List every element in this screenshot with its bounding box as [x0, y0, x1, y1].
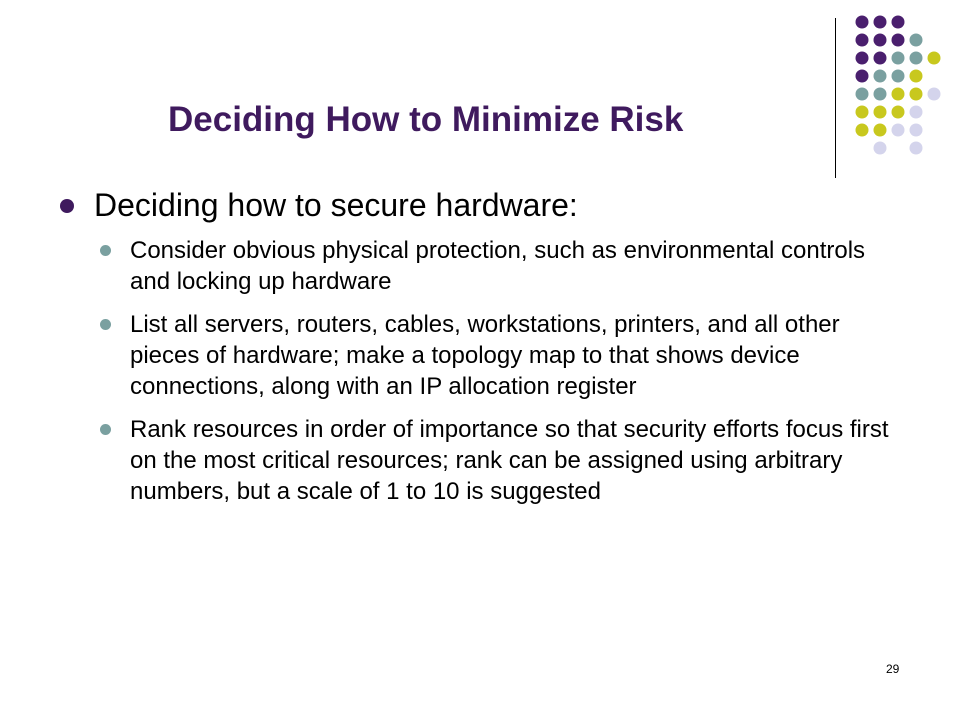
sub-bullet-item	[98, 235, 900, 297]
decorative-dot	[910, 88, 923, 101]
decorative-dot	[892, 34, 905, 47]
decorative-dot	[874, 124, 887, 137]
decorative-dot	[928, 52, 941, 65]
sub-bullet-text: List all servers, routers, cables, workstations, printers, and all other pieces of hardware; make a topology map to that shows device connections, along with an IP allocation register	[130, 311, 840, 400]
decorative-dot	[892, 70, 905, 83]
decorative-dot	[910, 34, 923, 47]
decorative-dot	[910, 52, 923, 65]
main-bullet-text: Deciding how to secure hardware:	[94, 187, 578, 223]
sub-bullet-list	[60, 235, 920, 507]
decorative-dot	[874, 88, 887, 101]
page-number: 29	[886, 662, 900, 676]
decorative-dot	[856, 124, 869, 137]
decorative-dot	[928, 88, 941, 101]
sub-bullet-text: Consider obvious physical protection, such as environmental controls and locking up hardware	[130, 237, 866, 295]
decorative-dot	[856, 34, 869, 47]
decorative-dot	[910, 142, 923, 155]
decorative-dot	[874, 70, 887, 83]
sub-bullet-item	[98, 414, 900, 507]
sub-bullet-text: Rank resources in order of importance so that security efforts focus first on the most critical resources; rank can be assigned using arbitrary numbers, but a scale of 1 to 10 is suggested	[130, 416, 889, 505]
decorative-dot	[892, 124, 905, 137]
decorative-dot	[856, 52, 869, 65]
slide-title: Deciding How to Minimize Risk	[168, 100, 684, 139]
decorative-dot	[856, 16, 869, 29]
decorative-dot	[856, 70, 869, 83]
decorative-dot	[874, 142, 887, 155]
decorative-dot	[874, 52, 887, 65]
decorative-dot	[910, 106, 923, 119]
slide-content	[60, 185, 920, 519]
decorative-dot	[856, 88, 869, 101]
main-bullet	[60, 185, 920, 225]
decorative-dot	[892, 52, 905, 65]
decorative-dot	[874, 106, 887, 119]
vertical-divider-line	[835, 18, 836, 178]
decorative-dot	[874, 16, 887, 29]
decorative-dot	[910, 124, 923, 137]
decorative-dot	[856, 106, 869, 119]
decorative-dot	[874, 34, 887, 47]
decorative-dot	[892, 16, 905, 29]
decorative-dot	[892, 88, 905, 101]
decorative-dot	[892, 106, 905, 119]
decorative-dot	[910, 70, 923, 83]
sub-bullet-item	[98, 309, 900, 402]
